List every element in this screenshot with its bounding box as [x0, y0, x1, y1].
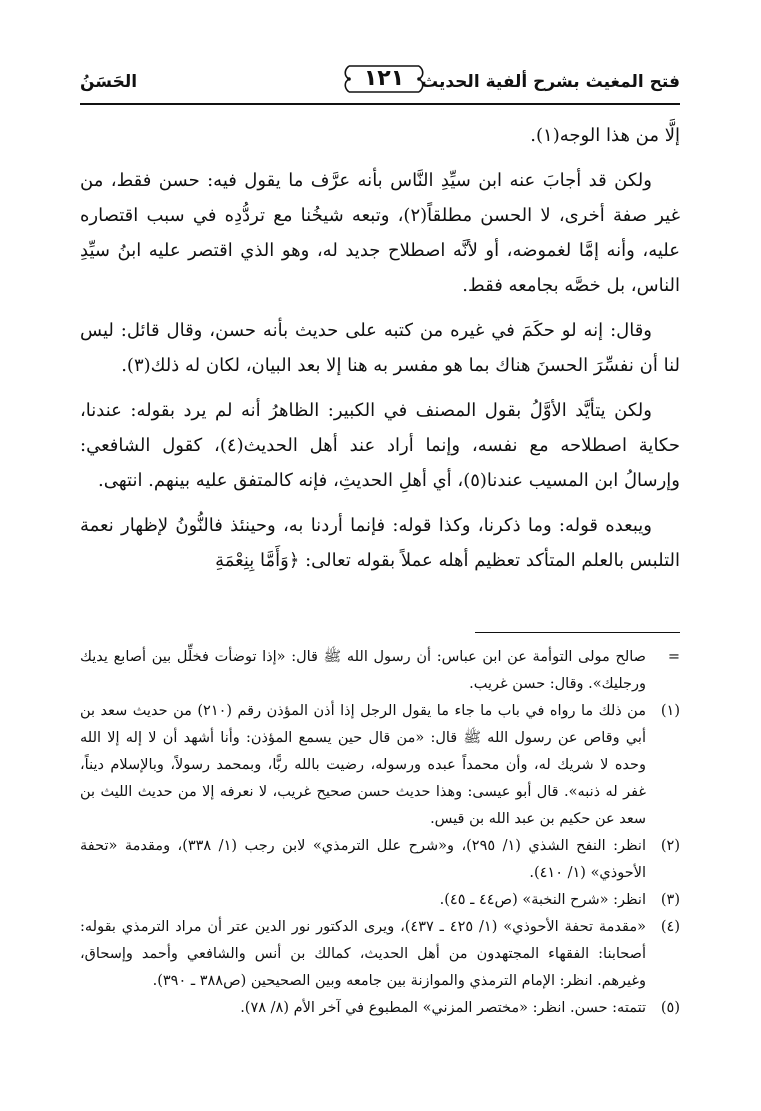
footnote	[80, 698, 680, 833]
section-title: الحَسَنُ	[80, 72, 138, 92]
footnote	[80, 887, 680, 914]
footnote-marker: (٣)	[660, 892, 680, 908]
page-number-frame	[343, 62, 425, 96]
paragraph: ولكن يتأيَّد الأوَّلُ بقول المصنف في الكبير: الظاهرُ أنه لم يرد بقوله: عندنا، حكاية اصطلاحه مع نفسه، وإنما أراد عند أهل الحديث(٤)، كقول الشافعي: وإرسالُ ابن المسيب عندنا(٥)، أي أهلِ الحديثِ، فإنه كالمتفق عليه بينهم. انتهى.	[80, 400, 680, 491]
footnote-marker: =	[667, 649, 680, 665]
footnote-marker: (٤)	[660, 919, 680, 935]
footnote-marker: (٥)	[660, 1000, 680, 1016]
footnote-text: انظر: النفح الشذي (١/ ٢٩٥)، و«شرح علل الترمذي» لابن رجب (١/ ٣٣٨)، ومقدمة «تحفة الأحوذي» (١/ ٤١٠).	[80, 838, 646, 881]
page-number: ١٢١	[363, 66, 405, 91]
footnote-marker: (٢)	[660, 838, 680, 854]
footnote-divider	[475, 632, 680, 633]
footnote	[80, 833, 680, 887]
footnote-text: صالح مولى التوأمة عن ابن عباس: أن رسول الله ﷺ قال: «إذا توضأت فخلِّل بين أصابع يديك ورجليك». وقال: حسن غريب.	[80, 649, 646, 692]
main-text	[80, 118, 680, 588]
footnote-text: من ذلك ما رواه في باب ما جاء ما يقول الرجل إذا أذن المؤذن رقم (٢١٠) من حديث سعد بن أبي وقاص عن رسول الله ﷺ قال: «من قال حين يسمع المؤذن: وأنا أشهد أن لا إله إلا الله وحده لا شريك له، وأن محمداً عبده ورسوله، رضيت بالله ربًّا، وبمحمد رسولاً، وبالإسلام ديناً، غفر له ذنبه». قال أبو عيسى: وهذا حديث حسن صحيح غريب، لا نعرفه إلا من حديث الليث بن سعد عن حكيم بن عبد الله بن قيس.	[80, 703, 646, 827]
footnote	[80, 995, 680, 1022]
book-title: فتح المغيث بشرح ألفية الحديث	[420, 72, 680, 92]
paragraph: إلَّا من هذا الوجه(١).	[530, 125, 680, 146]
footnote-marker: (١)	[660, 703, 680, 719]
paragraph: وقال: إنه لو حكَمَ في غيره من كتبه على حديث بأنه حسن، وقال قائل: ليس لنا أن نفسِّرَ الحسنَ هناك بما هو مفسر به هنا إلا بعد البيان، لكان له ذلك(٣).	[80, 320, 680, 376]
footnotes	[80, 644, 680, 1022]
paragraph: ولكن قد أجابَ عنه ابن سيِّدِ النَّاس بأنه عرَّف ما يقول فيه: حسن فقط، من غير صفة أخرى، لا الحسن مطلقاً(٢)، وتبعه شيخُنا مع تردُّدِه في سبب اقتصاره عليه، وأنه إمَّا لغموضه، أو لأنَّه اصطلاح جديد له، وهو الذي اقتصر عليه ابنُ سيِّدِ الناس، بل خصَّه بجامعه فقط.	[80, 170, 680, 296]
footnote-text: تتمته: حسن. انظر: «مختصر المزني» المطبوع في آخر الأم (٨/ ٧٨).	[240, 1000, 646, 1016]
footnote	[80, 914, 680, 995]
footnote	[80, 644, 680, 698]
footnote-text: «مقدمة تحفة الأحوذي» (١/ ٤٢٥ ـ ٤٣٧)، ويرى الدكتور نور الدين عتر أن مراد الترمذي بقوله: أصحابنا: الفقهاء المجتهدون من أهل الحديث، كمالك بن أنس والشافعي وأحمد وإسحاق، وغيرهم. انظر: الإمام الترمذي والموازنة بين جامعه وبين الصحيحين (ص٣٨٨ ـ ٣٩٠).	[80, 919, 647, 989]
paragraph: ويبعده قوله: وما ذكرنا، وكذا قوله: فإنما أردنا به، وحينئذ فالنُّونُ لإظهار نعمة التلبس بالعلم المتأكد تعظيم أهله عملاً بقوله تعالى: ﴿وَأَمَّا بِنِعْمَةِ	[80, 515, 680, 571]
footnote-text: انظر: «شرح النخبة» (ص٤٤ ـ ٤٥).	[439, 892, 646, 908]
header-divider	[80, 103, 680, 105]
